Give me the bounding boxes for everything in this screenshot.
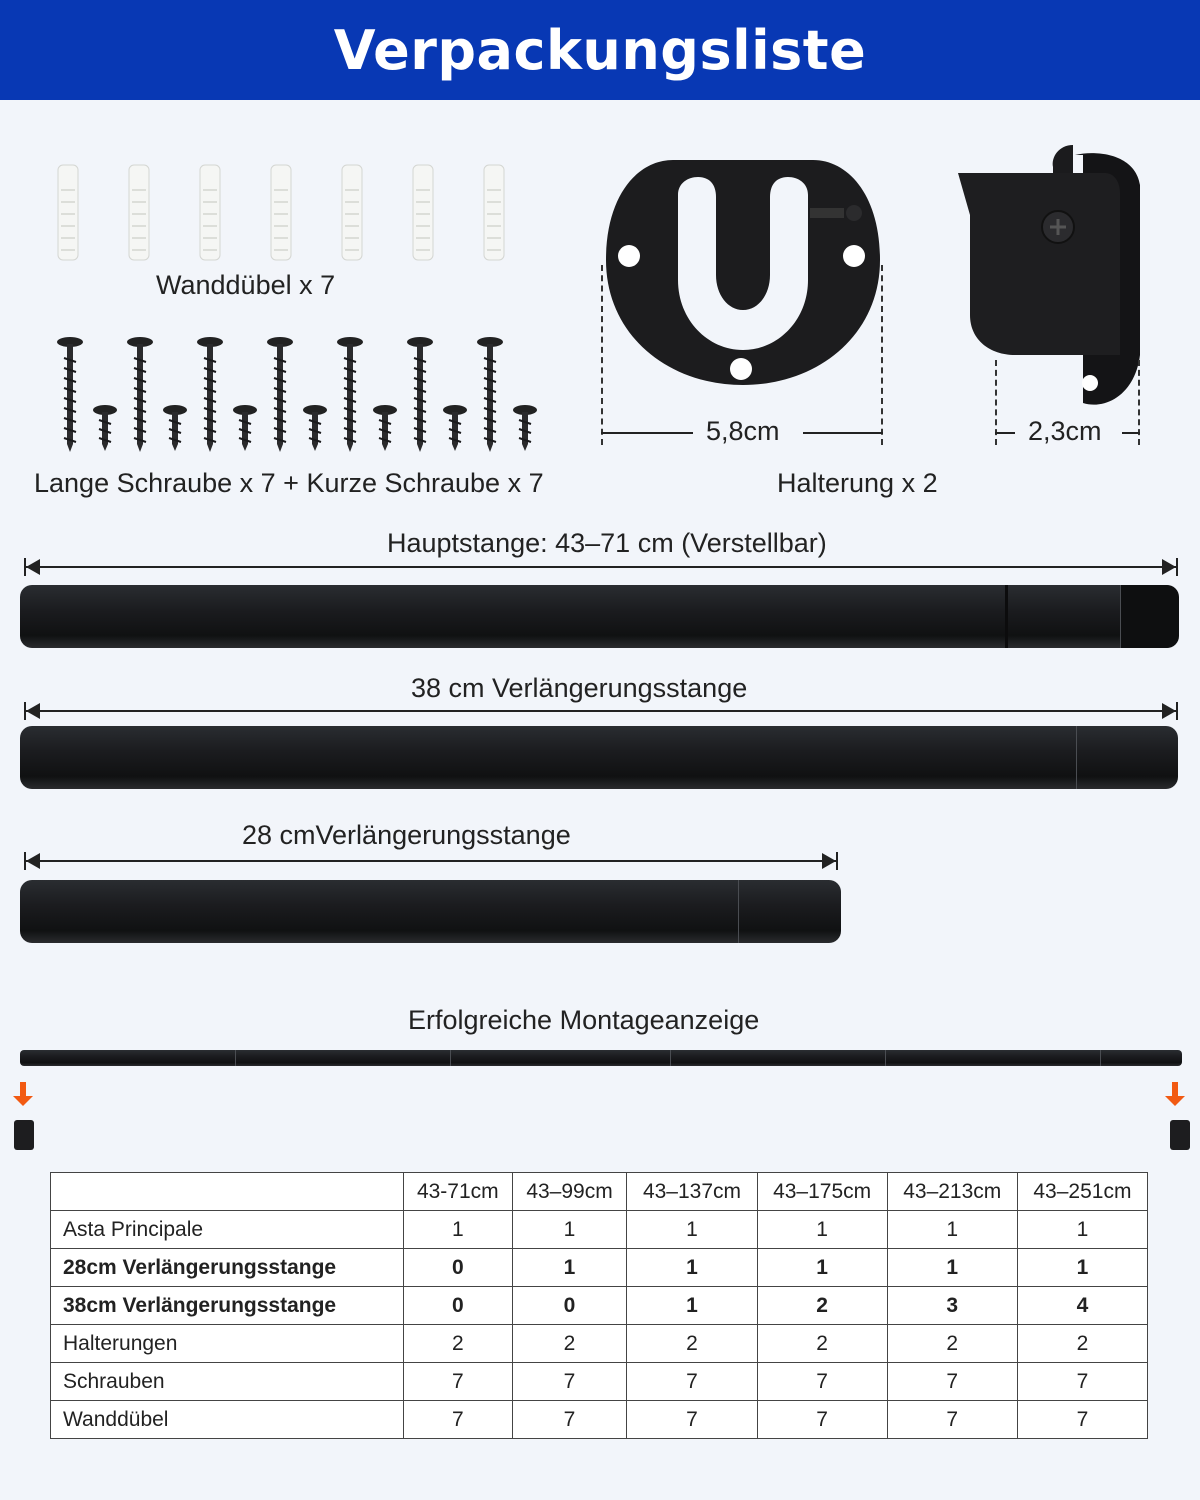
ext28-rod [20,880,841,943]
header-banner [0,0,1200,100]
side-dim-bar-right [1122,432,1140,434]
table-header-row [51,1173,1148,1211]
table-header-cell: 43-71cm [404,1173,513,1211]
ext38-rod-label: 38 cm Verlängerungsstange [411,673,748,703]
table-cell: 1 [757,1249,887,1287]
table-row-label: 38cm Verlängerungsstange [51,1287,404,1325]
right-down-arrow-icon [1172,1082,1178,1098]
table-cell: 2 [757,1287,887,1325]
table-cell: 2 [404,1325,513,1363]
table-row-label: Halterungen [51,1325,404,1363]
table-cell: 7 [512,1363,627,1401]
table-header-cell: 43–99cm [512,1173,627,1211]
main-rod-dimension [24,566,1178,568]
bracket-dim-line-left [601,265,603,445]
table-cell: 3 [887,1287,1017,1325]
table-row [51,1325,1148,1363]
wall-anchor-icon [129,165,149,260]
table-cell: 2 [757,1325,887,1363]
table-cell: 7 [757,1401,887,1439]
table-row [51,1287,1148,1325]
short-screw-icon [303,405,327,451]
table-header-cell: 43–213cm [887,1173,1017,1211]
side-bracket-icon [955,145,1145,415]
short-screw-icon [233,405,257,451]
table-cell: 1 [512,1249,627,1287]
page-title: Verpackungsliste [333,18,867,82]
table-cell: 7 [1017,1401,1147,1439]
ext38-rod-joint [1076,726,1077,789]
long-screw-icon [127,337,153,452]
ext28-rod-label: 28 cmVerlängerungsstange [242,820,571,850]
ext38-rod [20,726,1178,789]
screws-label: Lange Schraube x 7 + Kurze Schraube x 7 [34,468,544,498]
table-cell: 1 [887,1249,1017,1287]
table-header-cell: 43–137cm [627,1173,757,1211]
side-dim-bar-left [995,432,1015,434]
long-screw-icon [57,337,83,452]
u-bracket-icon [598,155,888,395]
table-cell: 1 [627,1287,757,1325]
table-header-cell: 43–251cm [1017,1173,1147,1211]
long-screw-icon [197,337,223,452]
bracket-dim-line-right [881,265,883,445]
table-row-label: Schrauben [51,1363,404,1401]
table-cell: 1 [887,1211,1017,1249]
main-rod-end-cap [1120,585,1179,648]
short-screw-icon [373,405,397,451]
screws-illustration [40,330,560,455]
table-cell: 1 [404,1211,513,1249]
wall-anchor-icon [484,165,504,260]
short-screw-icon [443,405,467,451]
ext28-rod-joint [738,880,739,943]
table-header-cell [51,1173,404,1211]
assembled-joint-3 [670,1050,671,1066]
assembled-joint-2 [450,1050,451,1066]
table-cell: 7 [627,1363,757,1401]
wall-anchor-icon [413,165,433,260]
wall-anchor-icon [200,165,220,260]
assembled-rod [20,1050,1182,1066]
main-rod [20,585,1178,648]
table-cell: 1 [512,1211,627,1249]
assembled-joint-4 [885,1050,886,1066]
table-row-label: Wanddübel [51,1401,404,1439]
wall-anchor-icon [58,165,78,260]
wall-anchors-illustration [40,160,520,270]
table-row-label: Asta Principale [51,1211,404,1249]
ext28-rod-dimension [24,860,838,862]
table-cell: 4 [1017,1287,1147,1325]
table-cell: 2 [512,1325,627,1363]
table-cell: 2 [887,1325,1017,1363]
table-cell: 7 [404,1401,513,1439]
table-header-cell: 43–175cm [757,1173,887,1211]
table-cell: 1 [1017,1249,1147,1287]
long-screw-icon [407,337,433,452]
short-screw-icon [163,405,187,451]
table-row [51,1249,1148,1287]
table-row [51,1363,1148,1401]
table-cell: 7 [1017,1363,1147,1401]
table-row-label: 28cm Verlängerungsstange [51,1249,404,1287]
wall-anchor-icon [271,165,291,260]
quantity-table [50,1172,1148,1439]
ext38-rod-dimension [24,710,1178,712]
main-rod-label: Hauptstange: 43–71 cm (Verstellbar) [387,528,827,558]
right-bracket-icon [1170,1120,1190,1150]
table-cell: 0 [512,1287,627,1325]
bracket-dim-bar-left [601,432,693,434]
bracket-width-label: 5,8cm [706,416,780,446]
long-screw-icon [477,337,503,452]
short-screw-icon [513,405,537,451]
table-cell: 2 [627,1325,757,1363]
assembled-joint-5 [1100,1050,1101,1066]
assembled-joint-1 [235,1050,236,1066]
assembly-title: Erfolgreiche Montageanzeige [408,1005,760,1035]
wall-anchor-icon [342,165,362,260]
table-cell: 7 [757,1363,887,1401]
anchors-label: Wanddübel x 7 [156,270,336,300]
short-screw-icon [93,405,117,451]
table-cell: 7 [512,1401,627,1439]
table-cell: 1 [1017,1211,1147,1249]
table-cell: 0 [404,1249,513,1287]
table-row [51,1401,1148,1439]
long-screw-icon [337,337,363,452]
table-cell: 0 [404,1287,513,1325]
left-down-arrow-icon [20,1082,26,1098]
bracket-dim-bar-right [803,432,883,434]
table-cell: 1 [627,1249,757,1287]
long-screw-icon [267,337,293,452]
main-rod-joint [1005,585,1008,648]
left-bracket-icon [14,1120,34,1150]
bracket-depth-label: 2,3cm [1028,416,1102,446]
table-cell: 7 [404,1363,513,1401]
table-cell: 7 [887,1401,1017,1439]
table-cell: 7 [627,1401,757,1439]
table-cell: 1 [757,1211,887,1249]
bracket-label: Halterung x 2 [777,468,938,498]
table-row [51,1211,1148,1249]
table-cell: 2 [1017,1325,1147,1363]
table-cell: 7 [887,1363,1017,1401]
table-cell: 1 [627,1211,757,1249]
